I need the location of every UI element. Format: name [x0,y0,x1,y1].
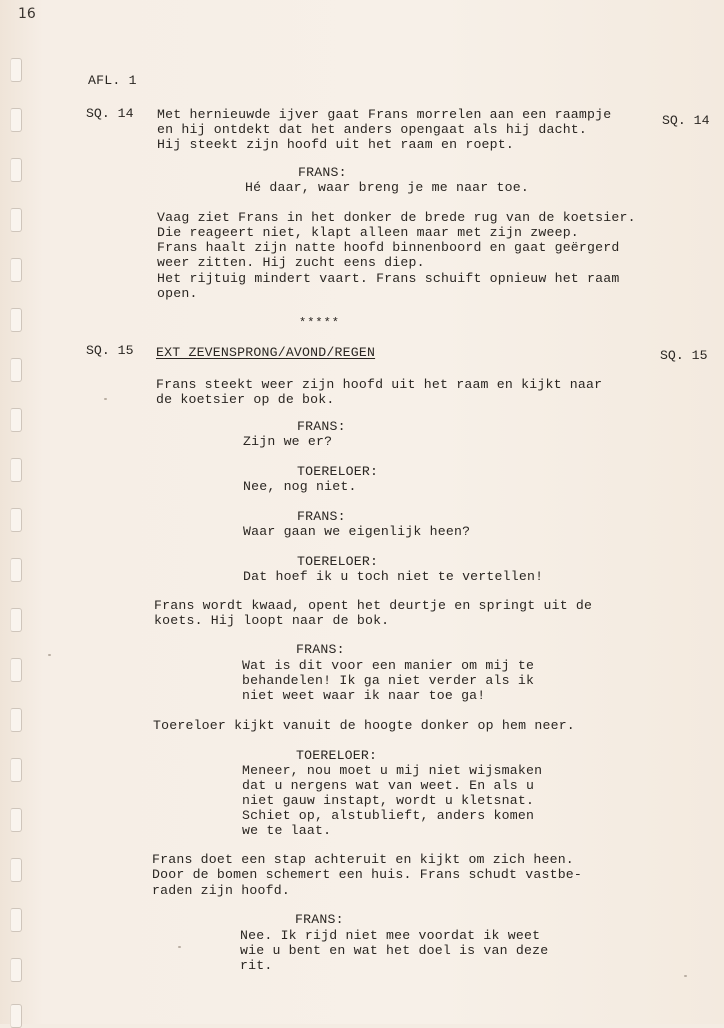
dialogue-line: Waar gaan we eigenlijk heen? [243,524,471,539]
speaker-name: FRANS: [296,642,345,657]
scene-15-action-line: Door de bomen schemert een huis. Frans schudt vastbe- [152,867,583,882]
binder-hole [10,108,22,132]
dialogue-line: Schiet op, alstublieft, anders komen [242,808,535,823]
scene-divider: ***** [299,316,341,330]
dialogue-line: Zijn we er? [243,434,333,449]
speaker-name: TOERELOER: [297,464,379,479]
binder-hole [10,908,22,932]
binder-hole [10,608,22,632]
scene-15-action-line: Frans steekt weer zijn hoofd uit het raam en kijkt naar [156,377,603,392]
scene-15-action-line: koets. Hij loopt naar de bok. [154,613,390,628]
scene-14-action-line: Vaag ziet Frans in het donker de brede rug van de koetsier. [157,210,636,225]
scene-14-action-line: open. [157,286,198,301]
dialogue-line: we te laat. [242,823,332,838]
dialogue-line: Wat is dit voor een manier om mij te [242,658,535,673]
speaker-name: TOERELOER: [297,554,379,569]
binder-hole [10,458,22,482]
binder-hole [10,208,22,232]
scene-14-action-line: weer zitten. Hij zucht eens diep. [157,255,425,270]
scene-15-action-line: raden zijn hoofd. [152,883,290,898]
page-number: 16 [18,6,36,22]
dialogue-line: rit. [240,958,273,973]
binder-hole [10,58,22,82]
binder-hole [10,808,22,832]
speaker-name: FRANS: [297,419,346,434]
binder-hole [10,858,22,882]
scene-15-action-line: Toereloer kijkt vanuit de hoogte donker op hem neer. [153,718,575,733]
scene-14-action-line: en hij ontdekt dat het anders opengaat als hij dacht. [157,122,588,137]
binder-hole [10,508,22,532]
speaker-name: FRANS: [297,509,346,524]
binder-hole [10,708,22,732]
scene-14-label-left: SQ. 14 [86,106,134,121]
binder-holes [8,0,28,1024]
dialogue-line: niet weet waar ik naar toe ga! [242,688,486,703]
speaker-name: FRANS: [298,165,347,180]
scene-15-action-line: Frans doet een stap achteruit en kijkt om zich heen. [152,852,574,867]
scene-14-action-line: Het rijtuig mindert vaart. Frans schuift opnieuw het raam [157,271,620,286]
speaker-name: TOERELOER: [296,748,378,763]
scene-14-action-line: Hij steekt zijn hoofd uit het raam en roept. [157,137,515,152]
paper-speck [178,946,181,948]
dialogue-line: behandelen! Ik ga niet verder als ik [242,673,535,688]
dialogue-line: Nee. Ik rijd niet mee voordat ik weet [240,928,541,943]
scene-14-action-line: Met hernieuwde ijver gaat Frans morrelen aan een raampje [157,107,612,122]
binder-hole [10,308,22,332]
binder-hole [10,408,22,432]
dialogue-line: dat u nergens wat van weet. En als u [242,778,535,793]
scene-15-label-right: SQ. 15 [660,348,708,363]
dialogue-line: Meneer, nou moet u mij niet wijsmaken [242,763,543,778]
dialogue-line: Dat hoef ik u toch niet te vertellen! [243,569,544,584]
scene-14-label-right: SQ. 14 [662,113,710,128]
dialogue-line: Nee, nog niet. [243,479,357,494]
scene-15-label-left: SQ. 15 [86,343,134,358]
speaker-name: FRANS: [295,912,344,927]
scene-15-action-line: de koetsier op de bok. [156,392,335,407]
episode-label: AFL. 1 [88,73,137,88]
binder-hole [10,558,22,582]
binder-hole [10,658,22,682]
dialogue-line: wie u bent en wat het doel is van deze [240,943,549,958]
scene-heading: EXT ZEVENSPRONG/AVOND/REGEN [156,345,376,360]
paper-speck [48,654,51,656]
binder-hole [10,958,22,982]
dialogue-line: Hé daar, waar breng je me naar toe. [245,180,529,195]
scene-14-action-line: Frans haalt zijn natte hoofd binnenboord en gaat geërgerd [157,240,620,255]
binder-hole [10,758,22,782]
binder-hole [10,158,22,182]
paper-speck [104,398,107,400]
binder-hole [10,1004,22,1028]
binder-hole [10,258,22,282]
paper-speck [684,975,687,977]
binder-hole [10,358,22,382]
scene-15-action-line: Frans wordt kwaad, opent het deurtje en springt uit de [154,598,593,613]
dialogue-line: niet gauw instapt, wordt u kletsnat. [242,793,535,808]
scene-14-action-line: Die reageert niet, klapt alleen maar met zijn zweep. [157,225,579,240]
